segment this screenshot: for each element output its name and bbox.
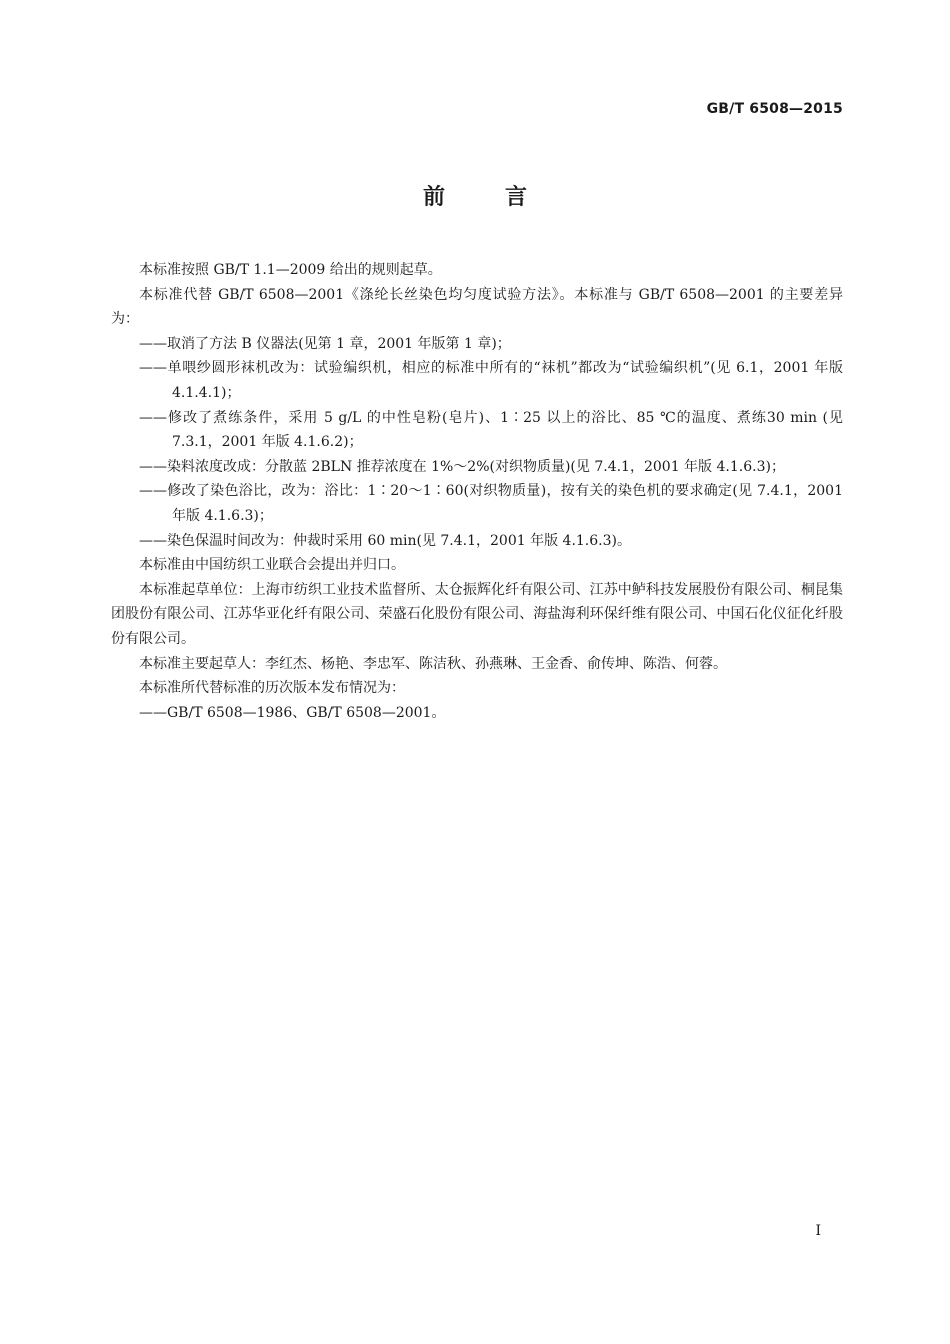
change-item: ——染料浓度改成：分散蓝 2BLN 推荐浓度在 1%～2%(对织物质量)(见 7.4.1，2001 年版 4.1.6.3)； (139, 458, 785, 475)
change-item: ——取消了方法 B 仪器法(见第 1 章，2001 年版第 1 章)； (139, 335, 511, 352)
paragraph-drafting-units: 本标准起草单位：上海市纺织工业技术监督所、太仓振辉化纤有限公司、江苏中鲈科技发展股份有限公司、桐昆集团股份有限公司、江苏华亚化纤有限公司、荣盛石化股份有限公司、海盐海利环保纤维有限公司、中国石化仪征化纤股份有限公司。 (111, 581, 843, 647)
paragraph-replaces: 本标准代替 GB/T 6508—2001《涤纶长丝染色均匀度试验方法》。本标准与 GB/T 6508—2001 的主要差异为： (111, 286, 843, 328)
standard-code: GB/T 6508—2015 (706, 101, 843, 117)
paragraph-drafters: 本标准主要起草人：李红杰、杨艳、李忠军、陈洁秋、孙燕琳、王金香、俞传坤、陈浩、何蓉。 (139, 655, 727, 672)
page-number: I (815, 1223, 821, 1239)
history-item: ——GB/T 6508—1986、GB/T 6508—2001。 (139, 704, 446, 721)
change-item: ——染色保温时间改为：仲裁时采用 60 min(见 7.4.1，2001 年版 4.1.6.3)。 (139, 532, 631, 549)
change-item: ——单喂纱圆形袜机改为：试验编织机，相应的标准中所有的“袜机”都改为“试验编织机”(见 6.1，2001 年版 4.1.4.1)； (139, 360, 843, 401)
change-item: ——修改了染色浴比，改为：浴比：1∶20～1∶60(对织物质量)，按有关的染色机的要求确定(见 7.4.1，2001 年版 4.1.6.3)； (139, 483, 843, 524)
paragraph-history: 本标准所代替标准的历次版本发布情况为： (139, 680, 405, 697)
change-item: ——修改了煮练条件，采用 5 g/L 的中性皂粉(皂片)、1∶25 以上的浴比、85 ℃的温度、煮练30 min (见 7.3.1，2001 年版 4.1.6.2)； (139, 409, 843, 451)
paragraph-proposer: 本标准由中国纺织工业联合会提出并归口。 (139, 557, 405, 574)
document-body (111, 258, 843, 725)
paragraph-drafting-rules: 本标准按照 GB/T 1.1—2009 给出的规则起草。 (139, 262, 442, 278)
page-title: 前言 (422, 185, 587, 210)
